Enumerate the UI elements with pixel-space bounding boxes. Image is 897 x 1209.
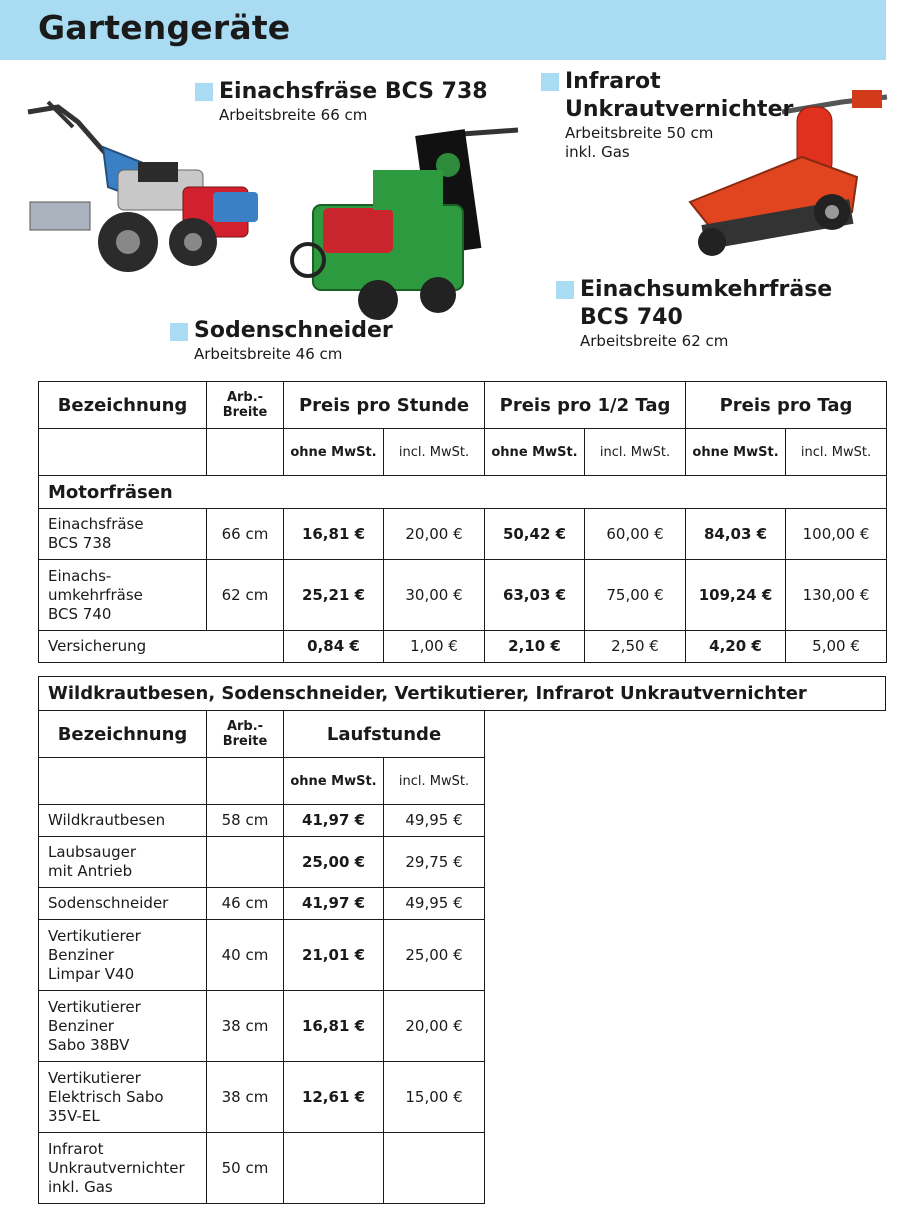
price-half-gross: 60,00 € — [585, 509, 686, 560]
col-header-arb-breite: Arb.-Breite — [207, 382, 284, 429]
subheader-ohne-mwst: ohne MwSt. — [284, 758, 384, 805]
price-hour-gross: 20,00 € — [384, 509, 485, 560]
empty-cell — [207, 429, 284, 476]
product-name: Einachsfräse BCS 738 — [219, 79, 488, 104]
row-name: Vertikutierer Benziner Sabo 38BV — [39, 991, 207, 1062]
section-title: Wildkrautbesen, Sodenschneider, Vertikutierer, Infrarot Unkrautvernichter — [39, 677, 886, 711]
row-name: Vertikutierer Elektrisch Sabo 35V-EL — [39, 1062, 207, 1133]
col-header-arb-breite: Arb.-Breite — [207, 711, 284, 758]
product-subtitle: Arbeitsbreite 62 cm — [580, 332, 729, 350]
table-row — [39, 920, 485, 991]
row-width: 38 cm — [207, 991, 284, 1062]
row-width: 46 cm — [207, 888, 284, 920]
price-gross: 29,75 € — [384, 837, 485, 888]
price-day-net: 109,24 € — [686, 560, 786, 631]
row-name: Infrarot Unkrautvernichter inkl. Gas — [39, 1133, 207, 1204]
product-infrarot-unkrautvernichter — [541, 68, 793, 162]
col-header-bezeichnung: Bezeichnung — [39, 382, 207, 429]
price-net: 41,97 € — [284, 888, 384, 920]
col-header-preis-tag: Preis pro Tag — [686, 382, 887, 429]
col-header-bezeichnung: Bezeichnung — [39, 711, 207, 758]
subheader-ohne-mwst: ohne MwSt. — [686, 429, 786, 476]
product-name-line1: Infrarot — [565, 69, 661, 94]
section-title: Motorfräsen — [39, 476, 887, 509]
table-header-row — [39, 711, 485, 758]
sodenschneider-image — [288, 110, 538, 325]
empty-cell — [207, 758, 284, 805]
price-gross — [384, 1133, 485, 1204]
price-hour-gross: 30,00 € — [384, 560, 485, 631]
product-name-line2: BCS 740 — [580, 305, 683, 330]
table-header-row — [39, 382, 887, 429]
page-title: Gartengeräte — [38, 8, 291, 47]
row-width: 50 cm — [207, 1133, 284, 1204]
price-day-net: 4,20 € — [686, 631, 786, 663]
price-net: 41,97 € — [284, 805, 384, 837]
table-row — [39, 888, 485, 920]
price-hour-net: 0,84 € — [284, 631, 384, 663]
price-net: 12,61 € — [284, 1062, 384, 1133]
price-day-gross: 100,00 € — [786, 509, 887, 560]
row-name: Einachsfräse BCS 738 — [39, 509, 207, 560]
table-row — [39, 1133, 485, 1204]
row-name: Laubsauger mit Antrieb — [39, 837, 207, 888]
product-subtitle-line1: Arbeitsbreite 50 cm — [565, 124, 714, 142]
subheader-incl-mwst: incl. MwSt. — [384, 429, 485, 476]
row-width: 40 cm — [207, 920, 284, 991]
row-width: 66 cm — [207, 509, 284, 560]
subheader-incl-mwst: incl. MwSt. — [384, 758, 485, 805]
row-width: 62 cm — [207, 560, 284, 631]
price-net — [284, 1133, 384, 1204]
price-day-gross: 130,00 € — [786, 560, 887, 631]
subheader-incl-mwst: incl. MwSt. — [585, 429, 686, 476]
price-gross: 15,00 € — [384, 1062, 485, 1133]
price-gross: 20,00 € — [384, 991, 485, 1062]
row-width: 38 cm — [207, 1062, 284, 1133]
row-width: 58 cm — [207, 805, 284, 837]
price-gross: 49,95 € — [384, 888, 485, 920]
wildkraut-section-banner — [38, 676, 886, 711]
price-day-net: 84,03 € — [686, 509, 786, 560]
table-row — [39, 837, 485, 888]
section-row — [39, 476, 887, 509]
table-row — [39, 991, 485, 1062]
price-half-net: 63,03 € — [485, 560, 585, 631]
row-name: Wildkrautbesen — [39, 805, 207, 837]
subheader-incl-mwst: incl. MwSt. — [786, 429, 887, 476]
row-name: Versicherung — [39, 631, 284, 663]
row-name: Sodenschneider — [39, 888, 207, 920]
row-width — [207, 837, 284, 888]
price-net: 25,00 € — [284, 837, 384, 888]
subheader-ohne-mwst: ohne MwSt. — [284, 429, 384, 476]
price-hour-net: 16,81 € — [284, 509, 384, 560]
product-sodenschneider — [170, 317, 393, 364]
product-einachsumkehrfraese-bcs740 — [556, 276, 832, 351]
laufstunde-price-table — [38, 710, 485, 1204]
product-name-line1: Einachsumkehrfräse — [580, 277, 833, 302]
table-row — [39, 1062, 485, 1133]
product-subtitle-line2: inkl. Gas — [565, 143, 630, 161]
table-subheader-row — [39, 429, 887, 476]
product-einachsfraese-bcs738 — [195, 78, 488, 125]
empty-cell — [39, 429, 207, 476]
table-row — [39, 631, 887, 663]
col-header-preis-halbtag: Preis pro 1/2 Tag — [485, 382, 686, 429]
table-row — [39, 805, 485, 837]
price-half-net: 50,42 € — [485, 509, 585, 560]
table-row — [39, 560, 887, 631]
price-gross: 49,95 € — [384, 805, 485, 837]
product-subtitle: Arbeitsbreite 66 cm — [219, 106, 368, 124]
row-name: Vertikutierer Benziner Limpar V40 — [39, 920, 207, 991]
row-name: Einachs- umkehrfräse BCS 740 — [39, 560, 207, 631]
price-day-gross: 5,00 € — [786, 631, 887, 663]
col-header-laufstunde: Laufstunde — [284, 711, 485, 758]
price-half-gross: 75,00 € — [585, 560, 686, 631]
motorfraesen-price-table — [38, 381, 887, 663]
product-subtitle: Arbeitsbreite 46 cm — [194, 345, 343, 363]
price-half-gross: 2,50 € — [585, 631, 686, 663]
price-net: 21,01 € — [284, 920, 384, 991]
product-name-line2: Unkrautvernichter — [565, 97, 794, 122]
subheader-ohne-mwst: ohne MwSt. — [485, 429, 585, 476]
price-net: 16,81 € — [284, 991, 384, 1062]
empty-cell — [39, 758, 207, 805]
price-hour-gross: 1,00 € — [384, 631, 485, 663]
page-header — [0, 0, 886, 60]
col-header-preis-stunde: Preis pro Stunde — [284, 382, 485, 429]
product-name: Sodenschneider — [194, 318, 393, 343]
table-row — [39, 509, 887, 560]
table-subheader-row — [39, 758, 485, 805]
price-half-net: 2,10 € — [485, 631, 585, 663]
price-gross: 25,00 € — [384, 920, 485, 991]
price-hour-net: 25,21 € — [284, 560, 384, 631]
